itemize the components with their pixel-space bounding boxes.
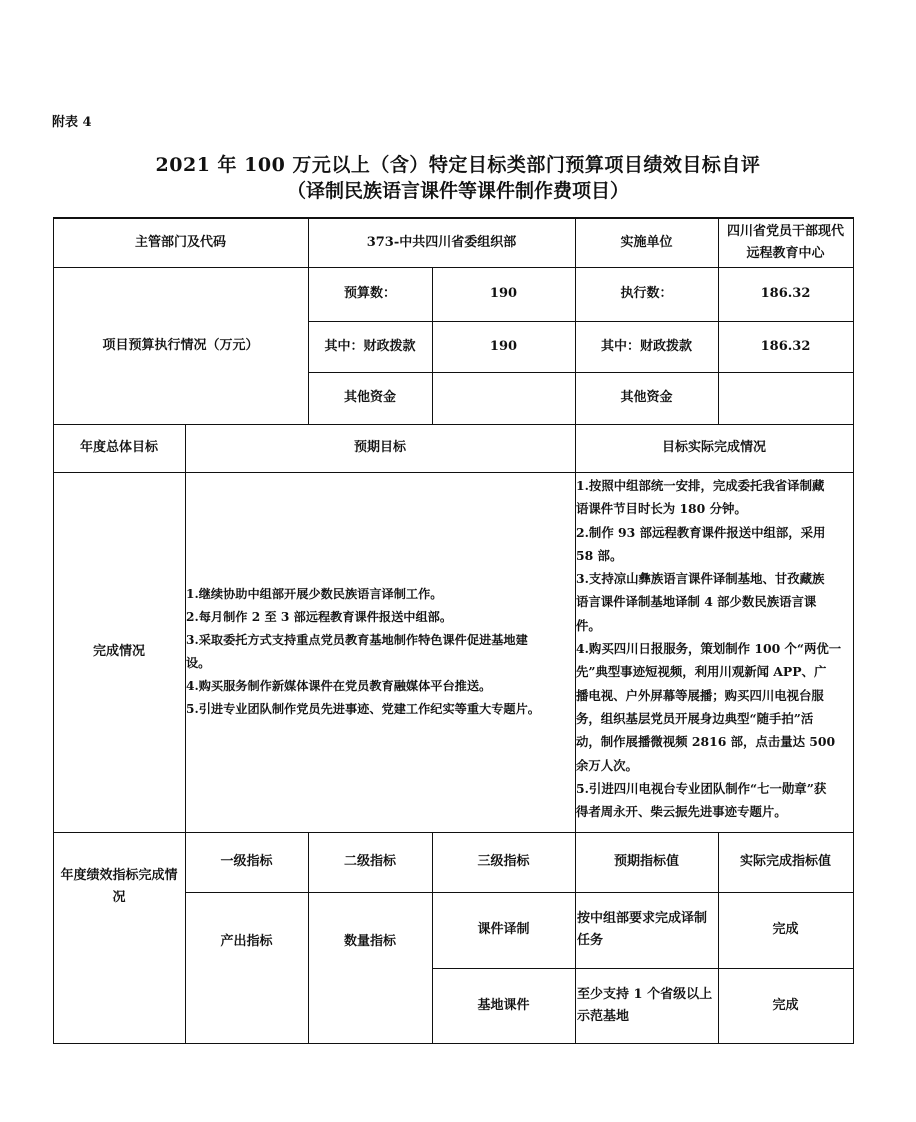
level2-header: 二级指标 [343,854,396,869]
fiscal-budget-label: 其中：财政拨款 [324,338,416,354]
expected-goal-line: 设。 [186,656,211,670]
indicator-expected: 至少支持 1 个省级以上示范基地 [577,986,713,1024]
actual-value-header: 实际完成指标值 [739,854,831,869]
budget-amount-label: 预算数： [343,286,396,301]
actual-result-line: 3.支持凉山彝族语言课件译制基地、甘孜藏族 [576,571,825,587]
completion-label: 完成情况 [92,644,145,659]
actual-result-line: 1.按照中组部统一安排，完成委托我省译制藏 [576,478,825,493]
indicator-expected: 按中组部要求完成译制任务 [577,911,708,948]
actual-results [575,472,853,832]
unit-value: 四川省党员干部现代远程教育中心 [726,223,844,261]
actual-result-line: 先”典型事迹短视频，利用川观新闻 APP、广 [576,664,827,680]
actual-result-line: 58 部。 [576,547,623,563]
actual-result-line: 5.引进四川电视台专业团队制作“七一勋章”获 [576,780,827,796]
indicator-name: 基地课件 [477,997,530,1013]
output-indicator: 产出指标 [220,934,273,949]
level1-header: 一级指标 [220,854,273,869]
expected-goal-line: 4.购买服务制作新媒体课件在党员教育融媒体平台推送。 [186,679,492,693]
expected-goal-line: 3.采取委托方式支持重点党员教育基地制作特色课件促进基地建 [186,633,528,647]
budget-label: 项目预算执行情况（万元） [102,337,259,353]
actual-result-line: 余万人次。 [576,757,638,773]
dept-value: 373-中共四川省委组织部 [366,234,517,250]
expected-goal-line: 2.每月制作 2 至 3 部远程教育课件报送中组部。 [186,610,453,624]
budget-amount-value: 190 [489,286,518,301]
quantity-indicator: 数量指标 [343,934,396,949]
fiscal-exec-value: 186.32 [760,338,811,354]
expected-goal-line: 5.引进专业团队制作党员先进事迹、党建工作纪实等重大专题片。 [186,702,540,716]
indicator-name: 课件译制 [477,922,530,937]
exec-amount-label: 执行数： [620,286,673,301]
indicator-actual: 完成 [772,997,799,1013]
actual-result-line: 播电视、户外屏幕等展播；购买四川电视台服 [576,687,824,703]
attachment-label: 附表 4 [52,115,92,130]
expected-goal-line: 1.继续协助中组部开展少数民族语言译制工作。 [186,587,443,601]
actual-result-line: 语言课件译制基地译制 4 部少数民族语言课 [576,594,817,610]
fiscal-exec-label: 其中：财政拨款 [600,338,692,354]
expected-goal-header: 预期目标 [353,440,406,455]
other-funds-exec-label: 其他资金 [620,390,673,405]
actual-result-line: 语课件节目时长为 180 分钟。 [576,501,747,517]
annual-goal-label: 年度总体目标 [79,440,158,455]
page-title: 2021 年 100 万元以上（含）特定目标类部门预算项目绩效目标自评 [155,154,761,176]
exec-amount-value: 186.32 [760,286,811,301]
level3-header: 三级指标 [477,854,530,869]
actual-result-line: 件。 [576,617,601,633]
actual-result-line: 2.制作 93 部远程教育课件报送中组部，采用 [576,524,826,540]
expected-value-header: 预期指标值 [613,854,679,869]
page-subtitle: （译制民族语言课件等课件制作费项目） [286,180,629,202]
expected-goals [185,472,575,832]
actual-goal-header: 目标实际完成情况 [661,440,766,455]
actual-result-line: 动，制作展播微视频 2816 部，点击量达 500 [576,734,836,750]
actual-result-line: 4.购买四川日报服务，策划制作 100 个“两优一 [576,641,842,657]
indicators-label: 年度绩效指标完成情况 [60,868,178,905]
fiscal-budget-value: 190 [489,338,518,354]
indicator-actual: 完成 [772,922,799,937]
actual-result-line: 务，组织基层党员开展身边典型“随手拍”活 [576,710,814,726]
actual-result-line: 得者周永开、柴云振先进事迹专题片。 [576,804,787,820]
dept-label: 主管部门及代码 [134,234,226,250]
other-funds-label: 其他资金 [343,390,396,405]
unit-label: 实施单位 [620,234,673,250]
